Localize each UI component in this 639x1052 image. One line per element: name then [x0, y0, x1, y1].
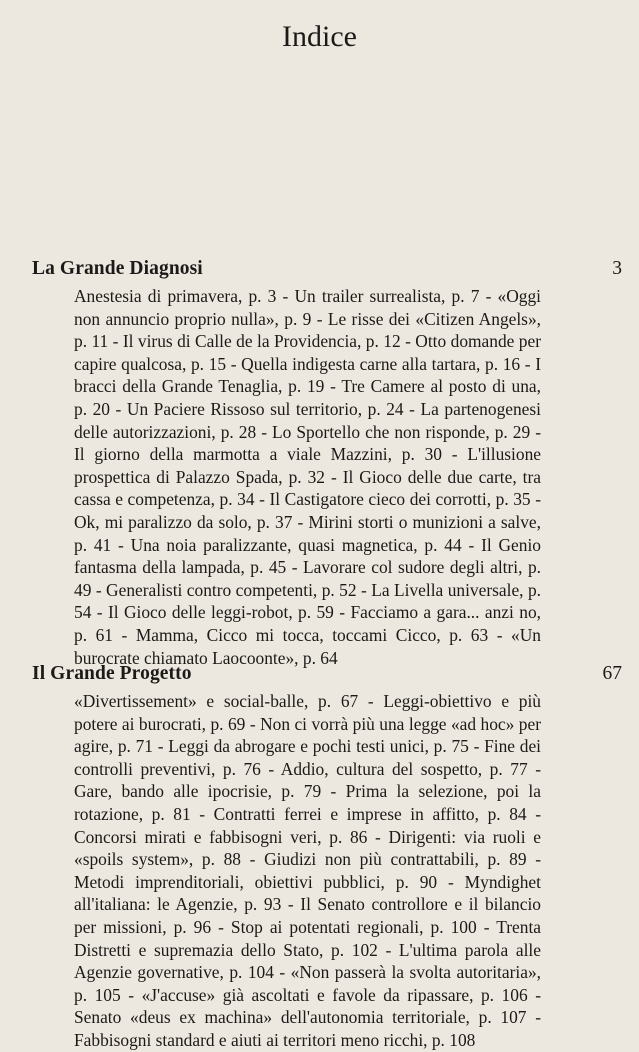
section-title: La Grande Diagnosi: [32, 258, 203, 279]
section-page-number: 67: [602, 663, 622, 684]
section-heading: [0, 662, 639, 686]
section-entries: «Divertissement» e social-balle, p. 67 - Leggi-obiettivo e più potere ai burocrati, p. 69 - Non ci vorrà più una legge «ad hoc» per agire, p. 71 - Leggi da abrogare e pochi testi unici, p. 75 - Fine dei controlli preventivi, p. 76 - Addio, cultura del sospetto, p. 77 - Gare, bando alle ipocrisie, p. 79 - Prima la selezione, poi la rotazione, p. 81 - Contratti ferrei e imprese in affitto, p. 84 - Concorsi mirati e fabbisogni veri, p. 86 - Dirigenti: via ruoli e «spoils system», p. 88 - Giudizi non più contrattabili, p. 89 - Metodi imprenditoriali, obiettivi pubblici, p. 90 - Myndighet all'italiana: le Agenzie, p. 93 - Il Senato controllore e il bilancio per missioni, p. 96 - Stop ai potentati regionali, p. 100 - Trenta Distretti e supremazia dello Stato, p. 102 - L'ultima parola alle Agenzie governative, p. 104 - «Non passerà la svolta autoritaria», p. 105 - «J'accuse» già ascoltati e favole da ripassare, p. 106 - Senato «deus ex machina» dell'autonomia territoriale, p. 107 - Fabbisogni standard e aiuti ai territori meno ricchi, p. 108: [74, 691, 541, 1050]
section-entries: Anestesia di primavera, p. 3 - Un trailer surrealista, p. 7 - «Oggi non annuncio proprio nulla», p. 9 - Le risse dei «Citizen Angels», p. 11 - Il virus di Calle de la Providencia, p. 12 - Otto domande per capire qualcosa, p. 15 - Quella indigesta carne alla tartara, p. 16 - I bracci della Grande Tenaglia, p. 19 - Tre Camere al posto di una, p. 20 - Un Paciere Rissoso sul territorio, p. 24 - La partenogenesi delle autorizzazioni, p. 28 - Lo Sportello che non risponde, p. 29 - Il giorno della marmotta a viale Mazzini, p. 30 - L'illusione prospettica di Palazzo Spada, p. 32 - Il Gioco delle due carte, tra cassa e competenza, p. 34 - Il Castigatore cieco dei corrotti, p. 35 - Ok, mi paralizzo da solo, p. 37 - Mirini storti o munizioni a salve, p. 41 - Una noia paralizzante, quasi magnetica, p. 44 - Il Genio fantasma della lampada, p. 45 - Lavorare col sudore degli altri, p. 49 - Generalisti contro competenti, p. 52 - La Livella universale, p. 54 - Il Gioco delle leggi-robot, p. 59 - Facciamo a gara... anzi no, p. 61 - Mamma, Cicco mi tocca, toccami Cicco, p. 63 - «Un burocrate chiamato Laocoonte», p. 64: [74, 286, 541, 668]
toc-section-diagnosi: [0, 257, 639, 669]
section-heading: [0, 257, 639, 281]
toc-section-progetto: [0, 662, 639, 1052]
page-title: Indice: [282, 20, 357, 53]
section-page-number: 3: [612, 258, 622, 279]
section-title: Il Grande Progetto: [32, 663, 192, 684]
